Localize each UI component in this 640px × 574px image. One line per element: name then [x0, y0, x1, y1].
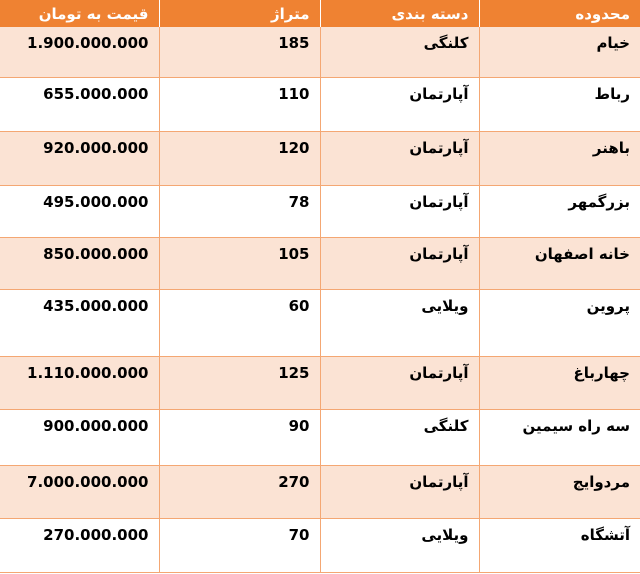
cell-district: چهارباغ — [479, 356, 640, 409]
cell-category: آپارتمان — [320, 131, 479, 185]
cell-category: ویلایی — [320, 518, 479, 572]
cell-category: آپارتمان — [320, 77, 479, 131]
cell-district: خانه اصفهان — [479, 237, 640, 289]
cell-price: 900.000.000 — [0, 409, 159, 465]
cell-category: ویلایی — [320, 289, 479, 356]
cell-district: آتشگاه — [479, 518, 640, 572]
cell-price: 1.110.000.000 — [0, 356, 159, 409]
cell-area: 105 — [159, 237, 320, 289]
cell-area: 120 — [159, 131, 320, 185]
cell-district: مردوایج — [479, 465, 640, 518]
cell-price: 270.000.000 — [0, 518, 159, 572]
table-row — [0, 465, 640, 518]
cell-area: 60 — [159, 289, 320, 356]
table-row — [0, 289, 640, 356]
cell-area: 70 — [159, 518, 320, 572]
header-area: متراژ — [159, 0, 320, 27]
cell-district: خیام — [479, 27, 640, 77]
table-row — [0, 237, 640, 289]
cell-district: رباط — [479, 77, 640, 131]
header-category: دسته بندی — [320, 0, 479, 27]
table-row — [0, 518, 640, 572]
cell-price: 850.000.000 — [0, 237, 159, 289]
table-row — [0, 356, 640, 409]
cell-category: آپارتمان — [320, 465, 479, 518]
cell-price: 920.000.000 — [0, 131, 159, 185]
table-header-row — [0, 0, 640, 27]
cell-district: پروین — [479, 289, 640, 356]
cell-district: سه راه سیمین — [479, 409, 640, 465]
cell-price: 655.000.000 — [0, 77, 159, 131]
cell-area: 270 — [159, 465, 320, 518]
header-price: قیمت به تومان — [0, 0, 159, 27]
cell-category: کلنگی — [320, 409, 479, 465]
cell-area: 185 — [159, 27, 320, 77]
cell-category: کلنگی — [320, 27, 479, 77]
cell-area: 125 — [159, 356, 320, 409]
table-row — [0, 409, 640, 465]
cell-area: 78 — [159, 185, 320, 237]
cell-category: آپارتمان — [320, 356, 479, 409]
cell-district: باهنر — [479, 131, 640, 185]
table-row — [0, 131, 640, 185]
cell-district: بزرگمهر — [479, 185, 640, 237]
cell-category: آپارتمان — [320, 185, 479, 237]
table-row — [0, 77, 640, 131]
cell-area: 90 — [159, 409, 320, 465]
cell-category: آپارتمان — [320, 237, 479, 289]
cell-price: 7.000.000.000 — [0, 465, 159, 518]
cell-price: 495.000.000 — [0, 185, 159, 237]
table-row — [0, 185, 640, 237]
cell-area: 110 — [159, 77, 320, 131]
cell-price: 1.900.000.000 — [0, 27, 159, 77]
header-district: محدوده — [479, 0, 640, 27]
cell-price: 435.000.000 — [0, 289, 159, 356]
table-row — [0, 27, 640, 77]
